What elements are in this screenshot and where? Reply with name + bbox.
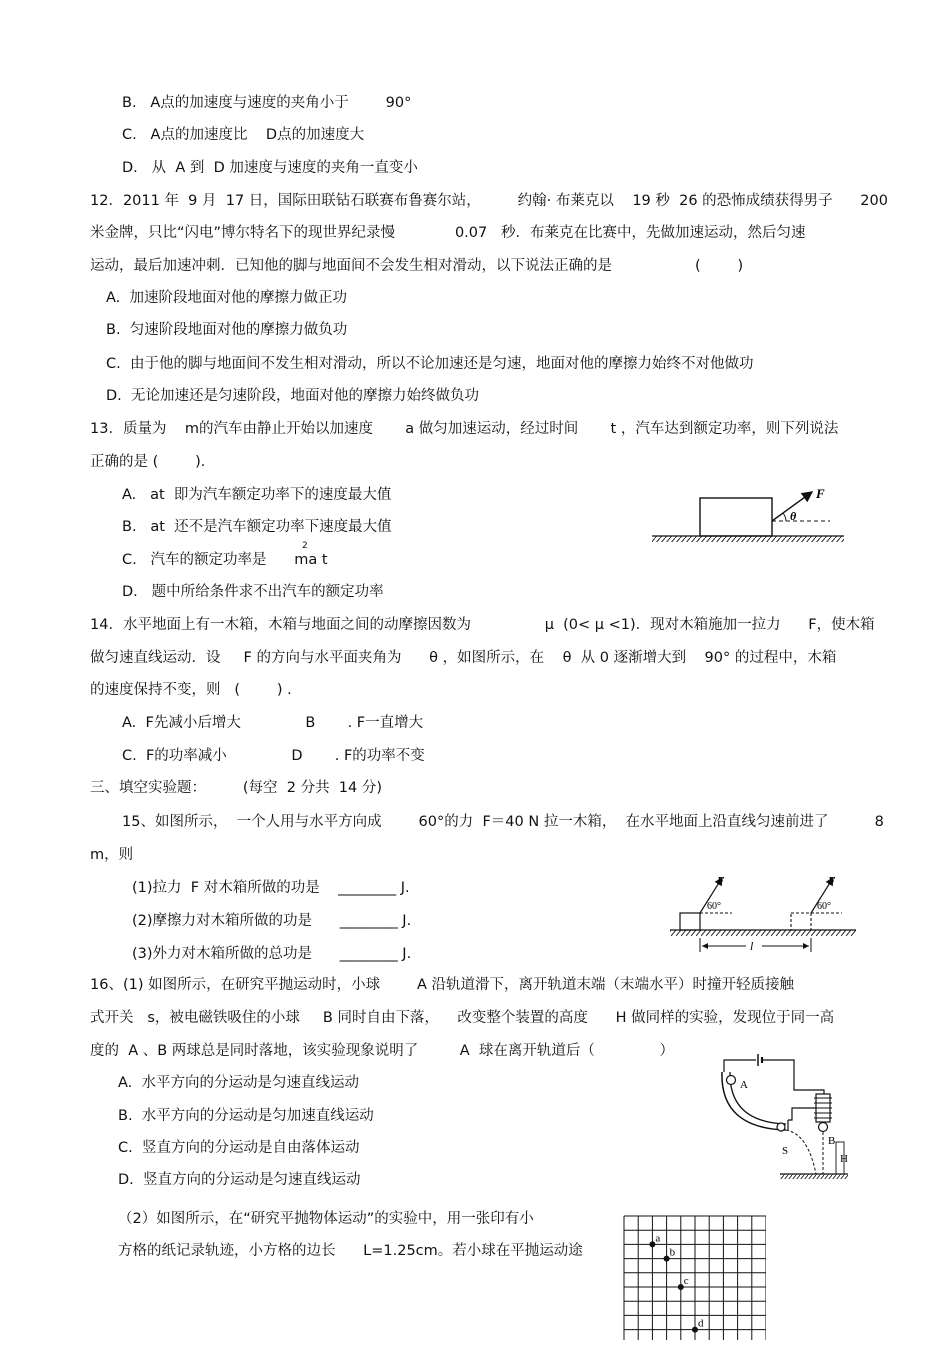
q14-options-ab: A. F先减小后增大 B . F一直增大 — [122, 715, 424, 731]
box-displacement-figure — [666, 870, 860, 958]
angle-arc — [783, 513, 786, 521]
q11-option-b: B. A点的加速度与速度的夹角小于 90° — [122, 95, 412, 111]
trajectory-point-label-c: c — [683, 1275, 689, 1287]
q12-stem-line-3: 运动，最后加速冲刺．已知他的脚与地面间不会发生相对滑动，以下说法正确的是 ( ) — [90, 258, 744, 274]
section-3-heading: 三、填空实验题： (每空 2 分共 14 分) — [90, 780, 383, 796]
force-label-start: F — [717, 875, 725, 887]
q16-part-2-line-2: 方格的纸记录轨迹，小方格的边长 L=1.25cm。若小球在平抛运动途 — [118, 1243, 583, 1259]
wire-to-switch — [788, 1108, 816, 1120]
force-label-end: F — [828, 875, 836, 887]
trajectory-a — [786, 1130, 816, 1174]
q12-option-b: B. 匀速阶段地面对他的摩擦力做负功 — [106, 322, 348, 338]
q13-stem-line-1: 13．质量为 m的汽车由静止开始以加速度 a 做匀加速运动，经过时间 t ，汽车达到额定功率，则下列说法 — [90, 421, 839, 437]
ball-a-end — [777, 1123, 785, 1131]
q16-part-2-line-1: （2）如图所示，在“研究平抛物体运动”的实验中，用一张印有小 — [118, 1211, 534, 1227]
q13-option-a: A. at 即为汽车额定功率下的速度最大值 — [122, 487, 392, 503]
height-label: H — [840, 1153, 848, 1165]
trajectory-grid-figure — [622, 1214, 766, 1340]
wooden-box — [700, 498, 772, 536]
angle-label: θ — [790, 509, 797, 523]
ball-b-label: B — [828, 1135, 836, 1147]
q16-stem-line-3: 度的 A 、B 两球总是同时落地，该实验现象说明了 A 球在离开轨道后（ ） — [90, 1043, 674, 1059]
switch-label: S — [782, 1145, 789, 1157]
ball-b — [819, 1123, 828, 1132]
wire-top-left — [724, 1060, 756, 1072]
q16-stem-line-2: 式开关 s，被电磁铁吸住的小球 B 同时自由下落， 改变整个装置的高度 H 做同样的实验，发现位于同一高 — [90, 1010, 835, 1026]
displacement-label: l — [750, 939, 754, 953]
q15-part-1: (1)拉力 F 对木箱所做的功是 ________ J. — [132, 880, 410, 896]
q13-option-b: B. at 还不是汽车额定功率下速度最大值 — [122, 519, 392, 535]
q13-option-d: D. 题中所给条件求不出汽车的额定功率 — [122, 584, 384, 600]
angle-label-start: 60° — [707, 901, 721, 912]
q15-part-2: (2)摩擦力对木箱所做的功是 ________ J. — [132, 913, 412, 929]
q12-option-a: A. 加速阶段地面对他的摩擦力做正功 — [106, 290, 347, 306]
ground-hatch — [670, 930, 856, 936]
q13-stem-line-2: 正确的是 ( )． — [90, 454, 216, 470]
grid-lines — [624, 1216, 766, 1340]
force-label: F — [816, 486, 825, 501]
q15-stem-line-1: 15、如图所示， 一个人用与水平方向成 60°的力 F＝40 N 拉一木箱， 在水平地面上沿直线匀速前进了 8 — [122, 814, 884, 830]
q12-stem-line-2: 米金牌，只比“闪电”博尔特名下的现世界纪录慢 0.07 秒．布莱克在比赛中，先做加速运动，然后匀速 — [90, 225, 806, 241]
ball-a-label: A — [740, 1079, 748, 1091]
projectile-apparatus-figure — [712, 1050, 852, 1180]
q16-option-a: A. 水平方向的分运动是匀速直线运动 — [118, 1075, 359, 1091]
grid-points — [649, 1232, 704, 1332]
q16-option-b: B. 水平方向的分运动是匀加速直线运动 — [118, 1108, 374, 1124]
q12-option-c: C. 由于他的脚与地面间不发生相对滑动，所以不论加速还是匀速，地面对他的摩擦力始终不对他做功 — [106, 356, 754, 372]
q13-option-c-text: C. 汽车的额定功率是 ma t — [122, 552, 328, 568]
q16-option-d: D. 竖直方向的分运动是匀速直线运动 — [118, 1172, 361, 1188]
q11-option-c: C. A点的加速度比 D点的加速度大 — [122, 127, 365, 143]
box-start — [680, 913, 700, 930]
electromagnet-coil — [814, 1098, 832, 1118]
q14-stem-line-3: 的速度保持不变，则 ( ) . — [90, 682, 292, 698]
displacement-arrow-right — [803, 943, 809, 949]
q14-options-cd: C. F的功率减小 D . F的功率不变 — [122, 748, 425, 764]
ground-hatch — [780, 1174, 848, 1179]
q14-stem-line-1: 14．水平地面上有一木箱，木箱与地面之间的动摩擦因数为 μ (0< μ <1)．现对木箱施加一拉力 F，使木箱 — [90, 617, 875, 633]
trajectory-point-label-a: a — [655, 1232, 661, 1245]
q15-stem-line-2: m，则 — [90, 847, 134, 863]
angle-label-end: 60° — [817, 901, 831, 912]
ball-a-start — [727, 1076, 736, 1085]
q16-option-c: C. 竖直方向的分运动是自由落体运动 — [118, 1140, 360, 1156]
q14-stem-line-2: 做匀速直线运动．设 F 的方向与水平面夹角为 θ ，如图所示，在 θ 从 0 逐渐增大到 90° 的过程中，木箱 — [90, 650, 837, 666]
q16-stem-line-1: 16、(1) 如图所示，在研究平抛运动时，小球 A 沿轨道滑下，离开轨道末端（末端水平）时撞开轻质接触 — [90, 977, 794, 993]
q12-option-d: D. 无论加速还是匀速阶段，地面对他的摩擦力始终做负功 — [106, 388, 479, 404]
trajectory-point-label-b: b — [669, 1246, 676, 1259]
ground-hatch — [652, 536, 844, 542]
q13-option-c — [122, 550, 328, 570]
box-end — [791, 913, 811, 930]
q12-stem-line-1: 12．2011 年 9 月 17 日，国际田联钻石联赛布鲁赛尔站， 约翰· 布莱克以 19 秒 26 的恐怖成绩获得男子 200 — [90, 193, 888, 209]
wire-top-right — [762, 1060, 824, 1094]
displacement-arrow-left — [702, 943, 708, 949]
q11-option-d: D. 从 A 到 D 加速度与速度的夹角一直变小 — [122, 160, 418, 176]
q13-option-c-superscript: 2 — [302, 541, 308, 551]
q15-part-3: (3)外力对木箱所做的总功是 ________ J. — [132, 946, 412, 962]
trajectory-point-label-d: d — [698, 1317, 704, 1330]
box-force-figure — [650, 484, 850, 546]
